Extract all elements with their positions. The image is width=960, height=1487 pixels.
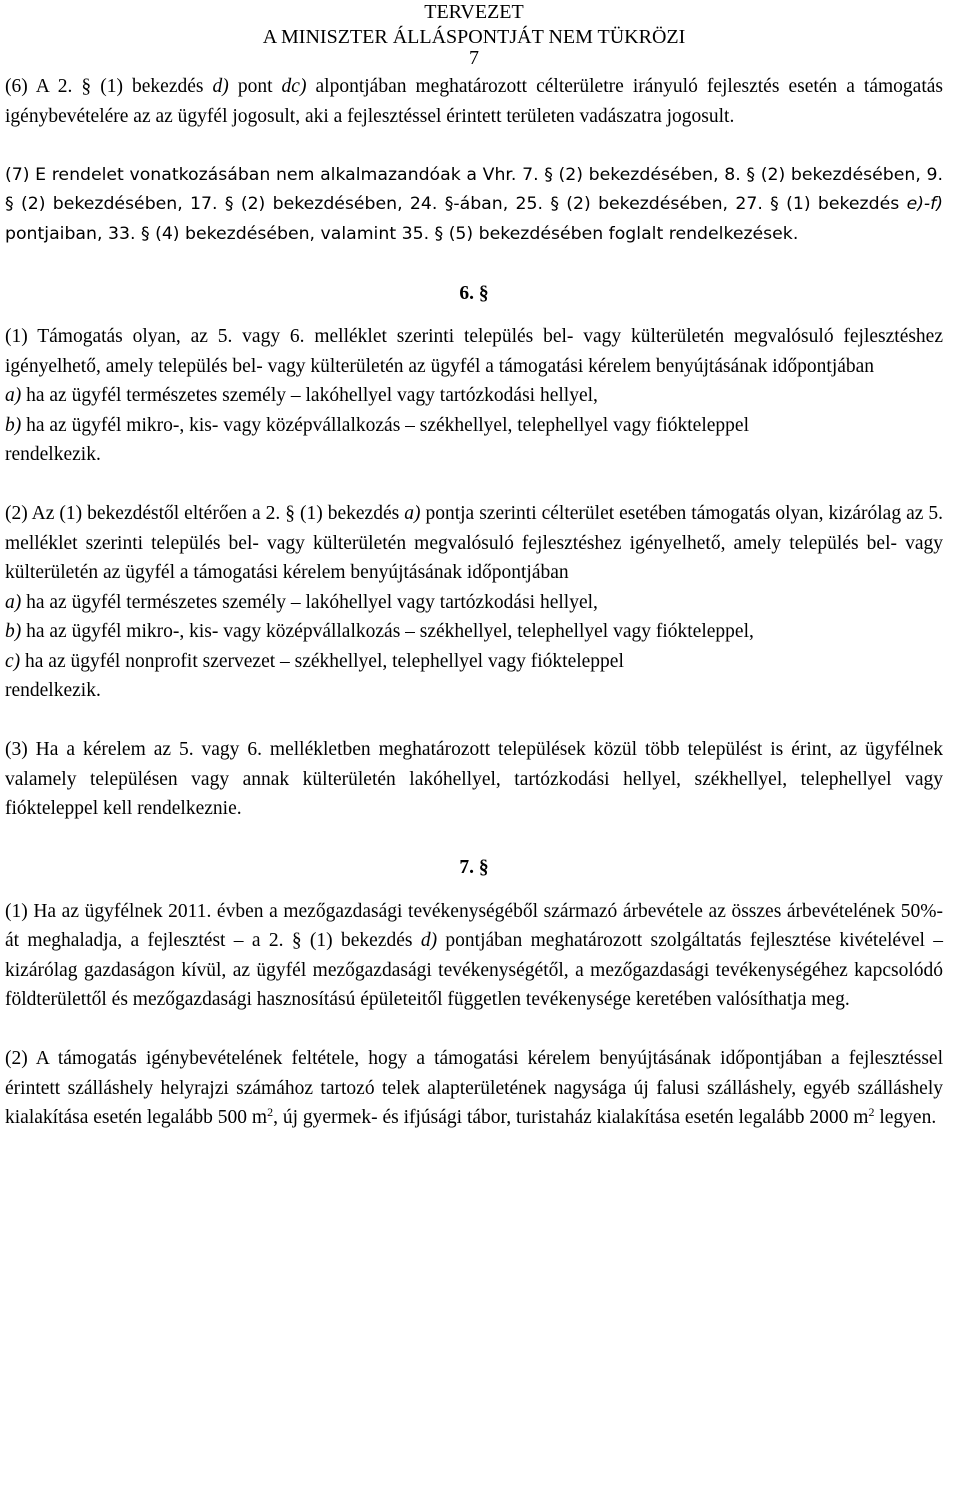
paragraph-6-1-end: rendelkezik. — [5, 444, 101, 465]
paragraph-7-2: (2) A támogatás igénybevételének feltétele, hogy a támogatási kérelem benyújtásának időpontjában a fejlesztéssel érintett szálláshely helyrajzi számához tartozó telek alapterületének nagysága új falusi szálláshely, egyéb szálláshely kialakítása esetén legalább 500 $m^2$, új gyermek- és ifjúsági tábor, turistaház kialakítása esetén legalább 2000 $m^2$ legyen. — [5, 1048, 943, 1128]
paragraph-7-1: (1) Ha az ügyfélnek 2011. évben a mezőgazdasági tevékenységéből származó árbevétele az összes árbevételének 50%-át meghaladja, a fejlesztést – a 2. § (1) bekezdés d) pontjában meghatározott szolgáltatás fejlesztése kivételével – kizárólag gazdaságon kívül, az ügyfél mezőgazdasági tevékenységétől, a mezőgazdasági tevékenységéhez kapcsolódó földterülettől és mezőgazdasági hasznosítású épületeitől független tevékenysége keretében valósíthatja meg. — [5, 900, 943, 1010]
paragraph-6-1-b: b) ha az ügyfél mikro-, kis- vagy középvállalkozás – székhellyel, telephellyel vagy fiókteleppel — [5, 414, 749, 436]
paragraph-6-3: (3) Ha a kérelem az 5. vagy 6. mellékletben meghatározott települések közül több települést is érint, az ügyfélnek valamely településen vagy annak külterületén lakóhellyel, tartózkodási hellyel, székhellyel, telephellyel vagy fiókteleppel kell rendelkeznie. — [5, 739, 943, 819]
document-page — [5, 0, 943, 1487]
paragraph-6-2-c: c) ha az ügyfél nonprofit szervezet – székhellyel, telephellyel vagy fiókteleppel — [5, 650, 624, 672]
paragraph-5-7: (7) E rendelet vonatkozásában nem alkalmazandóak a Vhr. 7. § (2) bekezdésében, 8. § (2) bekezdésében, 9. § (2) bekezdésében, 17. § (2) bekezdésében, 24. §-ában, 25. § (2) bekezdésében, 27. § (1) bekezdés e)-f) pontjaiban, 33. § (4) bekezdésében, valamint 35. § (5) bekezdésében foglalt rendelkezések. — [5, 164, 943, 244]
section-heading-7: 7. § — [459, 857, 489, 878]
paragraph-6-2-a: a) ha az ügyfél természetes személy – lakóhellyel vagy tartózkodási hellyel, — [5, 591, 598, 613]
section-heading-6: 6. § — [459, 282, 489, 304]
header-draft-label: TERVEZET — [424, 1, 524, 23]
header-disclaimer: A MINISZTER ÁLLÁSPONTJÁT NEM TÜKRÖZI — [262, 26, 686, 48]
page-header — [5, 0, 943, 69]
paragraph-6-2-end: rendelkezik. — [5, 680, 101, 701]
paragraph-5-6: (6) A 2. § (1) bekezdés d) pont dc) alpontjában meghatározott célterületre irányuló fejlesztés esetén a támogatás igénybevételére az az ügyfél jogosult, aki a fejlesztéssel érintett területen vadászatra jogosult. — [5, 76, 943, 127]
page-number: 7 — [469, 47, 479, 69]
paragraph-6-2-b: b) ha az ügyfél mikro-, kis- vagy középvállalkozás – székhellyel, telephellyel vagy fiókteleppel, — [5, 621, 754, 642]
paragraph-6-1-a: a) ha az ügyfél természetes személy – lakóhellyel vagy tartózkodási hellyel, — [5, 385, 598, 406]
paragraph-6-2: (2) Az (1) bekezdéstől eltérően a 2. § (1) bekezdés a) pontja szerinti célterület esetében támogatás olyan, kizárólag az 5. melléklet szerinti település bel- vagy külterületén megvalósuló fejlesztéshez igényelhető, amely település bel- vagy külterületén az ügyfél a támogatási kérelem benyújtásának időpontjában — [5, 503, 944, 583]
paragraph-6-1: (1) Támogatás olyan, az 5. vagy 6. melléklet szerinti település bel- vagy külterületén megvalósuló fejlesztéshez igényelhető, amely település bel- vagy külterületén az ügyfél a támogatási kérelem benyújtásának időpontjában — [5, 326, 943, 377]
